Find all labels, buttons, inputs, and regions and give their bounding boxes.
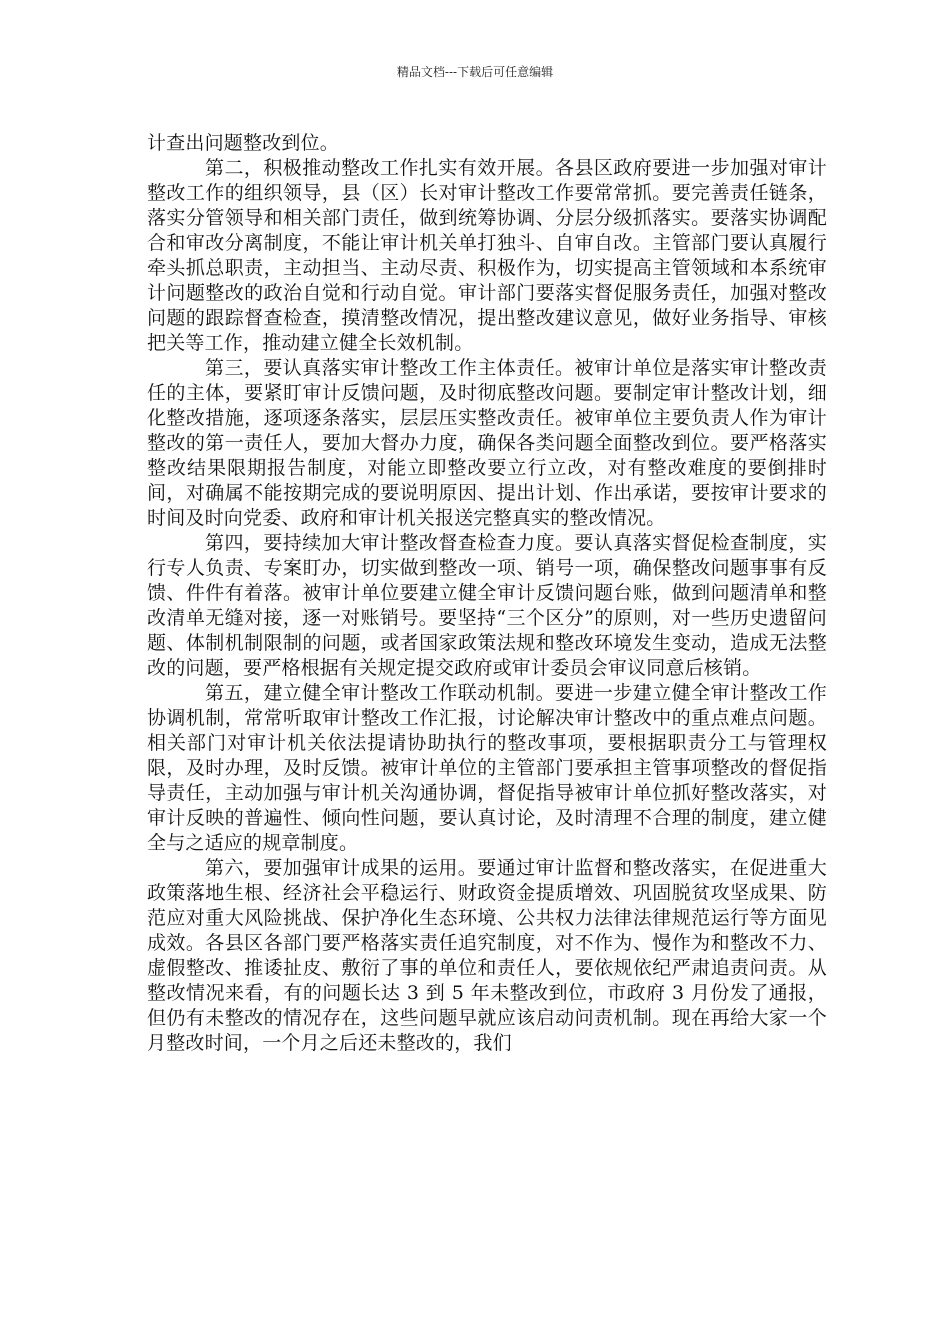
paragraph-fifth-point: 第五，建立健全审计整改工作联动机制。要进一步建立健全审计整改工作协调机制，常常听取审计整改工作汇报，讨论解决审计整改中的重点难点问题。相关部门对审计机关依法提请协助执行的整改事项，要根据职责分工与管理权限，及时办理，及时反馈。被审计单位的主管部门要承担主管事项整改的督促指导责任，主动加强与审计机关沟通协调，督促指导被审计单位抓好整改落实，对审计反映的普遍性、倾向性问题，要认真讨论，及时清理不合理的制度，建立健全与之适应的规章制度。 xyxy=(147,682,827,854)
document-body xyxy=(147,131,827,1056)
paragraph-second-point: 第二，积极推动整改工作扎实有效开展。各县区政府要进一步加强对审计整改工作的组织领导，县（区）长对审计整改工作要常常抓。要完善责任链条，落实分管领导和相关部门责任，做到统筹协调、分层分级抓落实。要落实协调配合和审改分离制度，不能让审计机关单打独斗、自审自改。主管部门要认真履行牵头抓总职责，主动担当、主动尽责、积极作为，切实提高主管领域和本系统审计问题整改的政治自觉和行动自觉。审计部门要落实督促服务责任，加强对整改问题的跟踪督查检查，摸清整改情况，提出整改建议意见，做好业务指导、审核把关等工作，推动建立健全长效机制。 xyxy=(147,157,827,354)
paragraph-continuation: 计查出问题整改到位。 xyxy=(147,132,340,154)
paragraph-third-point: 第三，要认真落实审计整改工作主体责任。被审计单位是落实审计整改责任的主体，要紧盯审计反馈问题，及时彻底整改问题。要制定审计整改计划，细化整改措施，逐项逐条落实，层层压实整改责任。被审单位主要负责人作为审计整改的第一责任人，要加大督办力度，确保各类问题全面整改到位。要严格落实整改结果限期报告制度，对能立即整改要立行立改，对有整改难度的要倒排时间，对确属不能按期完成的要说明原因、提出计划、作出承诺，要按审计要求的时间及时向党委、政府和审计机关报送完整真实的整改情况。 xyxy=(147,357,827,529)
paragraph-fourth-point: 第四，要持续加大审计整改督查检查力度。要认真落实督促检查制度，实行专人负责、专案盯办，切实做到整改一项、销号一项，确保整改问题事事有反馈、件件有着落。被审计单位要建立健全审计反馈问题台账，做到问题清单和整改清单无缝对接，逐一对账销号。要坚持“三个区分”的原则，对一些历史遗留问题、体制机制限制的问题，或者国家政策法规和整改环境发生变动，造成无法整改的问题，要严格根据有关规定提交政府或审计委员会审议同意后核销。 xyxy=(147,532,827,679)
page-header: 精品文档---下载后可任意编辑 xyxy=(396,65,554,79)
paragraph-sixth-point: 第六，要加强审计成果的运用。要通过审计监督和整改落实，在促进重大政策落地生根、经济社会平稳运行、财政资金提质增效、巩固脱贫攻坚成果、防范应对重大风险挑战、保护净化生态环境、公共权力法律法律规范运行等方面见成效。各县区各部门要严格落实责任追究制度，对不作为、慢作为和整改不力、虚假整改、推诿扯皮、敷衍了事的单位和责任人，要依规依纪严肃追责问责。从整改情况来看，有的问题长达 3 到 5 年未整改到位，市政府 3 月份发了通报，但仍有未整改的情况存在，这些问题早就应该启动问责机制。现在再给大家一个月整改时间，一个月之后还未整改的，我们 xyxy=(147,857,827,1054)
